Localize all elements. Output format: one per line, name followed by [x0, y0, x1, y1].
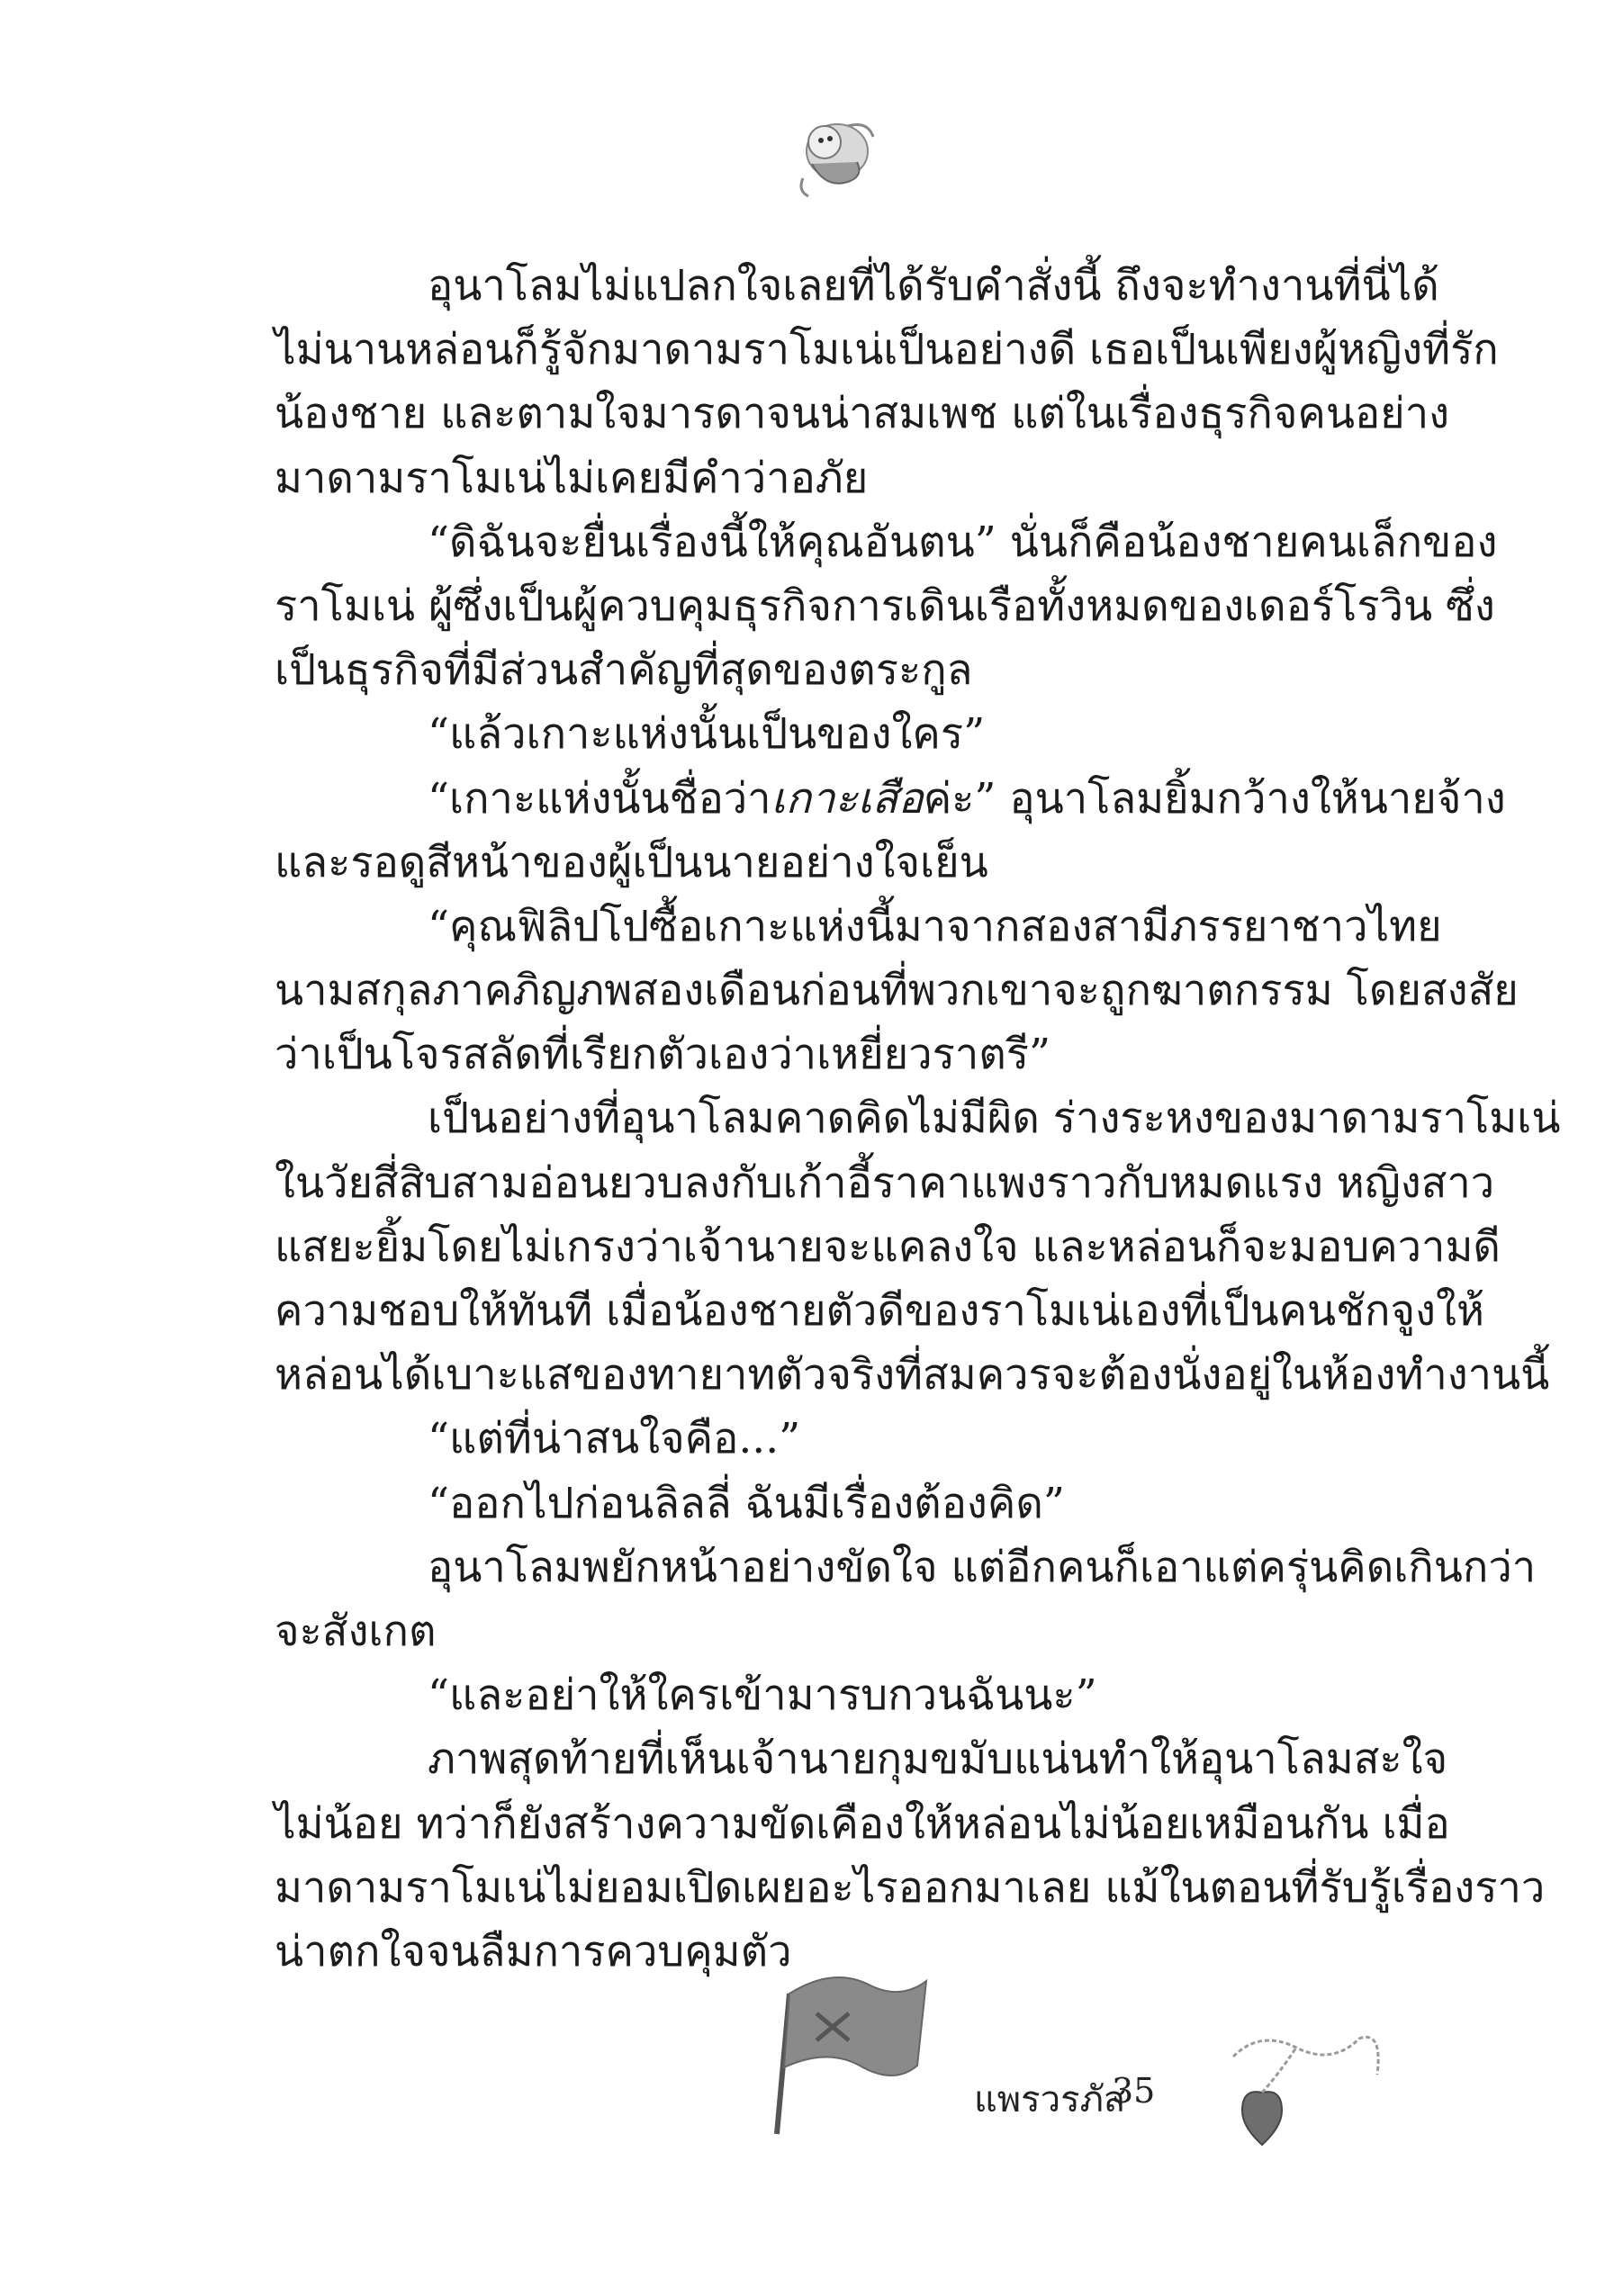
- text-line: หล่อนได้เบาะแสของทายาทตัวจริงที่สมควรจะต้องนั่งอยู่ในห้องทำงานนี้: [275, 1350, 1550, 1400]
- text-line: เป็นธุรกิจที่มีส่วนสำคัญที่สุดของตระกูล: [275, 645, 973, 696]
- text-line: อุนาโลมพยักหน้าอย่างขัดใจ แต่อีกคนก็เอาแต่ครุ่นคิดเกินกว่า: [428, 1542, 1537, 1592]
- text-line: มาดามราโมเน่ไม่ยอมเปิดเผยอะไรออกมาเลย แม้ในตอนที่รับรู้เรื่องราว: [275, 1862, 1546, 1913]
- text-line: ไม่นานหล่อนก็รู้จักมาดามราโมเน่เป็นอย่างดี เธอเป็นเพียงผู้หญิงที่รัก: [275, 325, 1499, 375]
- text-line: ราโมเน่ ผู้ซึ่งเป็นผู้ควบคุมธุรกิจการเดินเรือทั้งหมดของเดอร์โรวิน ซึ่ง: [275, 581, 1495, 631]
- page-number: 35: [1112, 2071, 1156, 2111]
- text-line: และรอดูสีหน้าของผู้เป็นนายอย่างใจเย็น: [275, 837, 988, 887]
- text-line: ในวัยสี่สิบสามอ่อนยวบลงกับเก้าอี้ราคาแพงราวกับหมดแรง หญิงสาว: [275, 1157, 1495, 1208]
- text-line: [275, 767, 1506, 831]
- text-segment: ค่ะ” อุนาโลมยิ้มกว้างให้นายจ้าง: [923, 773, 1506, 824]
- text-line: น่าตกใจจนลืมการควบคุมตัว: [275, 1926, 792, 1976]
- book-title: แพรวรภัส: [974, 2079, 1126, 2120]
- text-line: เป็นอย่างที่อุนาโลมคาดคิดไม่มีผิด ร่างระหงของมาดามราโมเน่: [428, 1094, 1561, 1144]
- text-line: “คุณฟิลิปโปซื้อเกาะแห่งนี้มาจากสองสามีภรรยาชาวไทย: [428, 901, 1442, 951]
- text-line: แสยะยิ้มโดยไม่เกรงว่าเจ้านายจะแคลงใจ และหล่อนก็จะมอบความดี: [275, 1221, 1501, 1272]
- text-line: มาดามราโมเน่ไม่เคยมีคำว่าอภัย: [275, 453, 869, 503]
- text-line: “และอย่าให้ใครเข้ามารบกวนฉันนะ”: [428, 1670, 1097, 1721]
- text-segment: “เกาะแห่งนั้นชื่อว่า: [428, 773, 771, 824]
- text-line: “แล้วเกาะแห่งนั้นเป็นของใคร”: [428, 709, 986, 760]
- text-line: ภาพสุดท้ายที่เห็นเจ้านายกุมขมับแน่นทำให้อุนาโลมสะใจ: [428, 1734, 1448, 1785]
- text-line: “แต่ที่น่าสนใจคือ...”: [428, 1414, 801, 1464]
- body-text: [275, 254, 1561, 1984]
- text-line: ว่าเป็นโจรสลัดที่เรียกตัวเองว่าเหยี่ยวราตรี”: [275, 1030, 1051, 1080]
- text-line: “ดิฉันจะยื่นเรื่องนี้ให้คุณอันตน” นั่นก็คือน้องชายคนเล็กของ: [428, 517, 1498, 567]
- text-line: ความชอบให้ทันที เมื่อน้องชายตัวดีของราโมเน่เองที่เป็นคนชักจูงให้: [275, 1286, 1484, 1336]
- heart-necklace-icon: [1206, 2021, 1395, 2156]
- text-line: ไม่น้อย ทว่าก็ยังสร้างความขัดเคืองให้หล่อนไม่น้อยเหมือนกัน เมื่อ: [275, 1798, 1450, 1849]
- red-flag-icon: [734, 1958, 932, 2138]
- text-line: นามสกุลภาคภิญภพสองเดือนก่อนที่พวกเขาจะถูกฆาตกรรม โดยสงสัย: [275, 966, 1519, 1016]
- text-line: “ออกไปก่อนลิลลี่ ฉันมีเรื่องต้องคิด”: [428, 1478, 1065, 1528]
- text-line: จะสังเกต: [275, 1606, 437, 1656]
- cartoon-ornament-icon: [785, 108, 884, 207]
- text-line: อุนาโลมไม่แปลกใจเลยที่ได้รับคำสั่งนี้ ถึงจะทำงานที่นี่ได้: [428, 261, 1439, 311]
- italic-place-name: เกาะเสือ: [771, 773, 924, 824]
- text-line: น้องชาย และตามใจมารดาจนน่าสมเพช แต่ในเรื่องธุรกิจคนอย่าง: [275, 389, 1450, 439]
